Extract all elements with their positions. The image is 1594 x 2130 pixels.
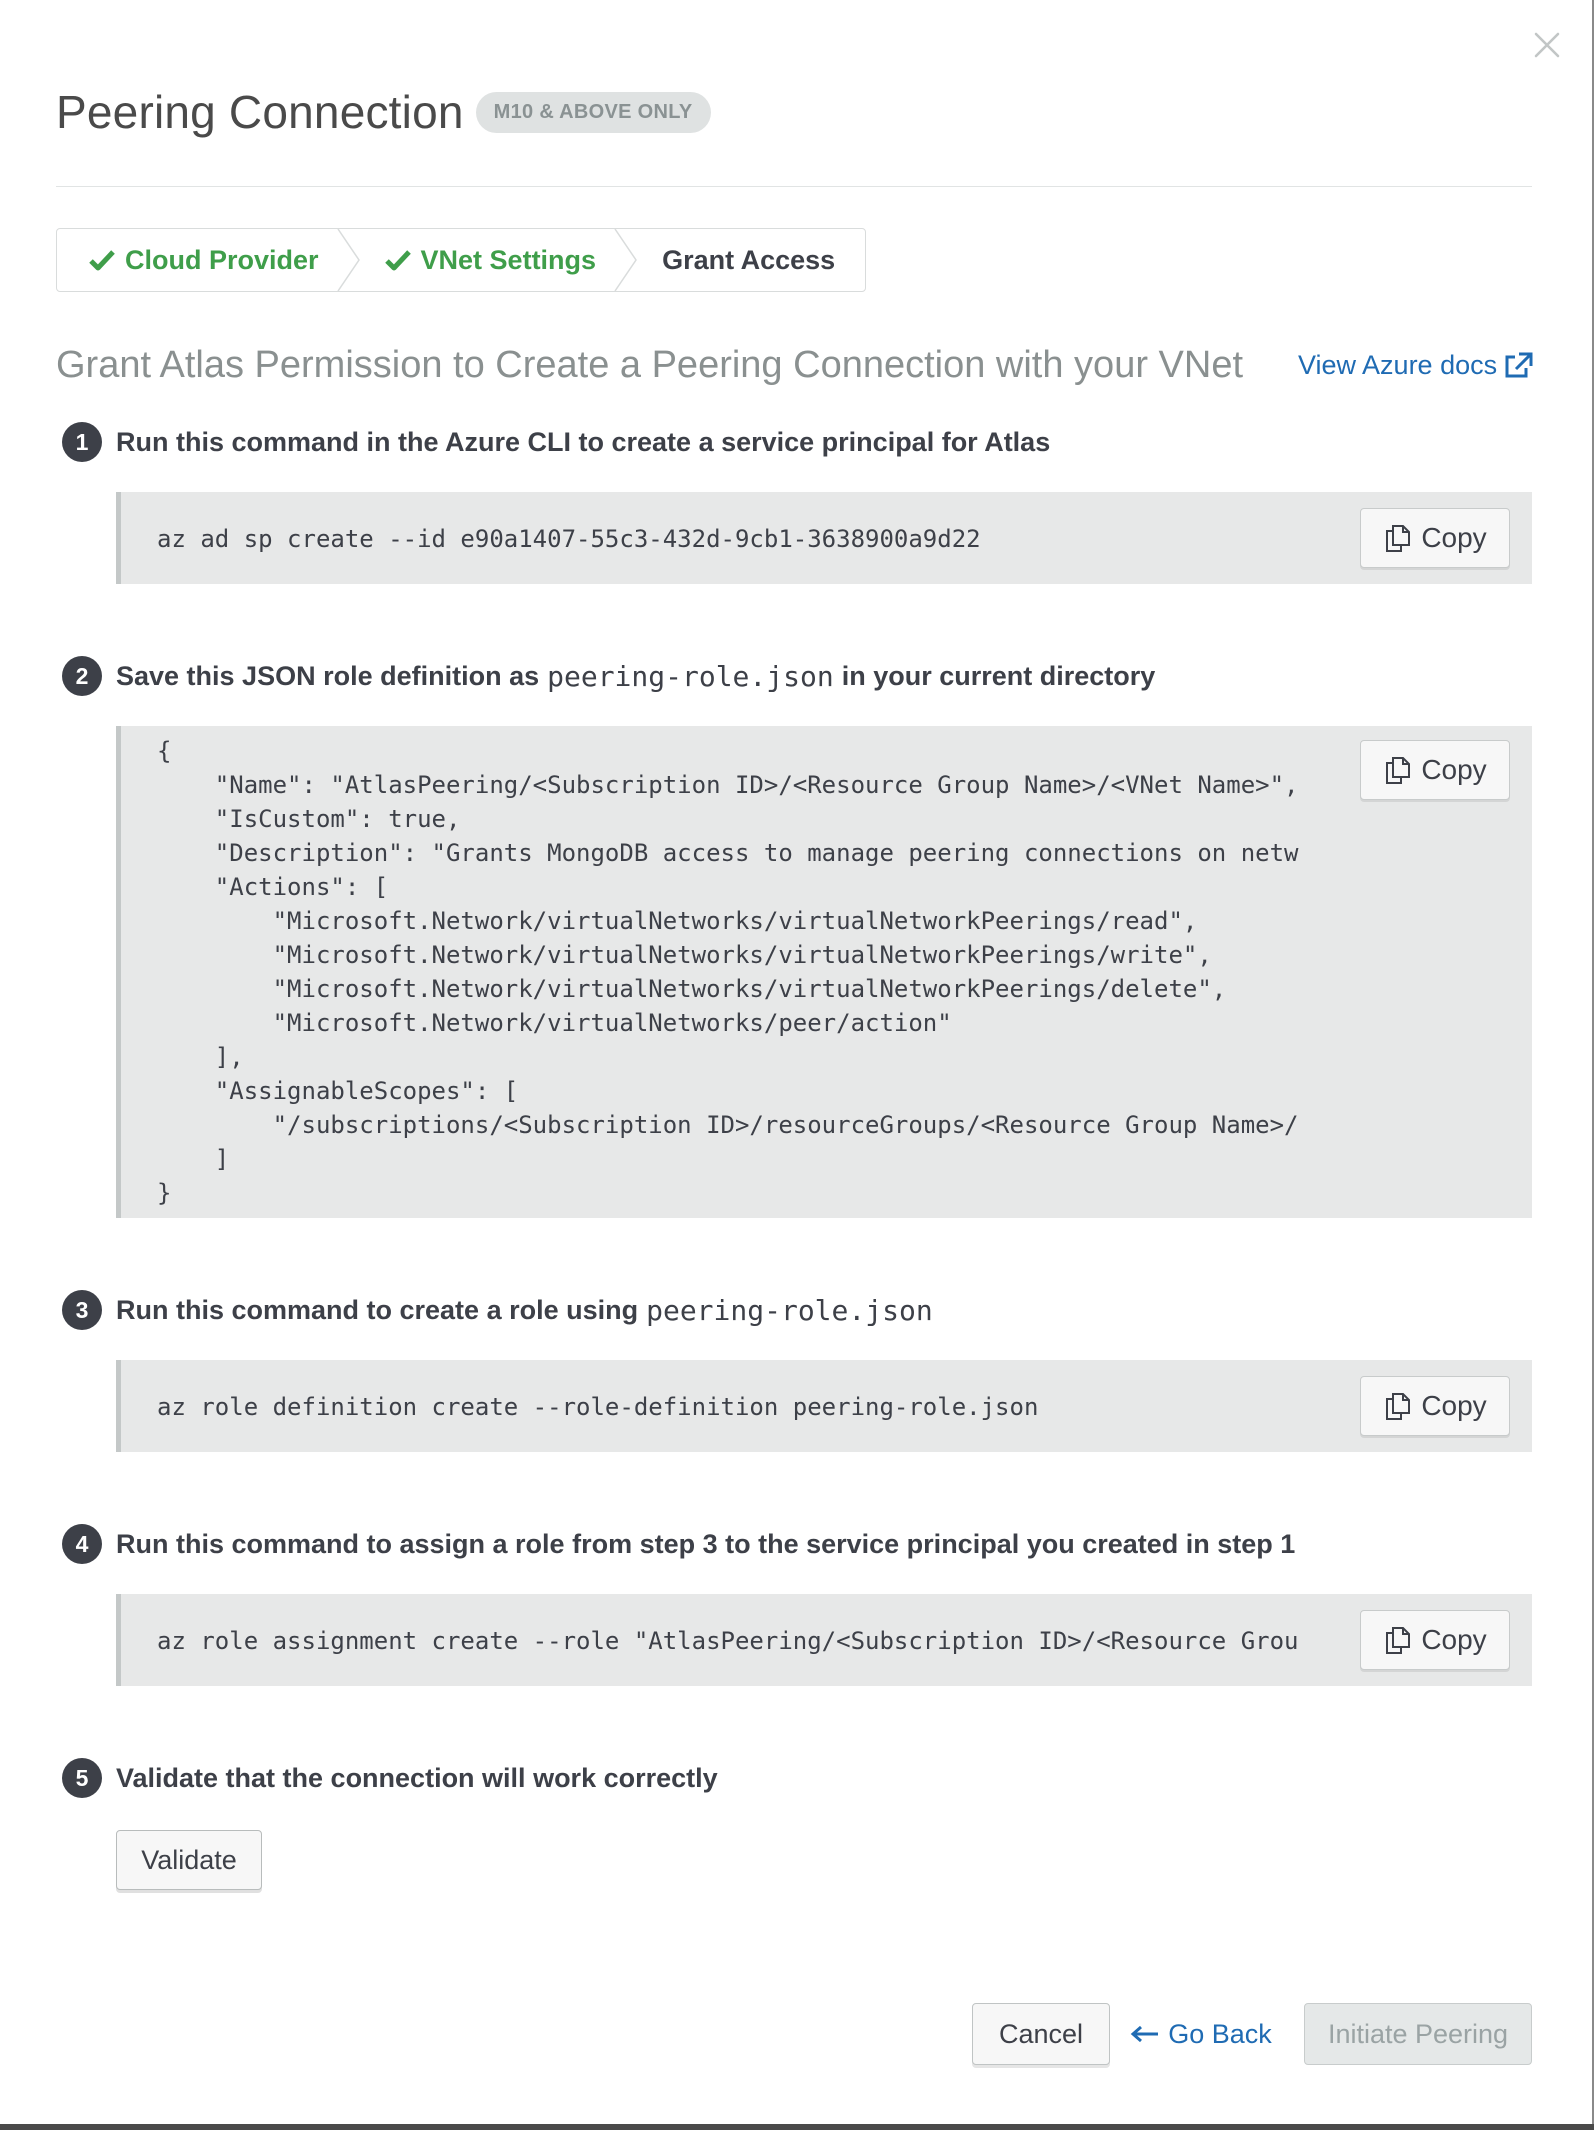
code-line: "Microsoft.Network/virtualNetworks/virtualNetworkPeerings/write", (157, 941, 1212, 969)
step-3-text-before: Run this command to create a role using (116, 1294, 639, 1325)
step-number: 2 (62, 656, 102, 696)
step-1-copy-button[interactable] (1360, 508, 1510, 568)
wizard-step-vnet-settings[interactable] (349, 229, 627, 291)
chevron-separator (614, 229, 638, 291)
azure-docs-label: View Azure docs (1298, 350, 1498, 380)
step-5-heading (62, 1758, 718, 1798)
copy-label: Copy (1421, 1390, 1487, 1421)
step-4-code-block (116, 1594, 1532, 1686)
code-line: "/subscriptions/<Subscription ID>/resourceGroups/<Resource Group Name>/ (157, 1111, 1299, 1139)
validate-button[interactable]: Validate (116, 1830, 262, 1890)
step-number: 4 (62, 1524, 102, 1564)
copy-icon (1383, 523, 1413, 553)
wizard-step-cloud-provider[interactable] (57, 229, 349, 291)
step-3-command: az role definition create --role-definition peering-role.json (157, 1393, 1039, 1421)
code-line: "AssignableScopes": [ (157, 1077, 519, 1105)
step-3-copy-button[interactable] (1360, 1376, 1510, 1436)
copy-icon (1383, 1391, 1413, 1421)
step-2-text-after: in your current directory (841, 660, 1156, 691)
section-title: Grant Atlas Permission to Create a Peering Connection with your VNet (56, 344, 1244, 386)
json-role-definition (157, 734, 1337, 1210)
code-line: "Microsoft.Network/virtualNetworks/virtualNetworkPeerings/delete", (157, 975, 1227, 1003)
step-2-heading (62, 656, 1155, 696)
step-1-heading (62, 422, 1050, 462)
check-icon (89, 249, 115, 271)
step-3-heading (62, 1290, 941, 1330)
wizard-step-label: Grant Access (662, 244, 836, 275)
step-3-code-block (116, 1360, 1532, 1452)
cancel-button[interactable]: Cancel (972, 2003, 1110, 2065)
step-number: 1 (62, 422, 102, 462)
step-5-text: Validate that the connection will work correctly (116, 1762, 718, 1793)
code-line: "Actions": [ (157, 873, 389, 901)
copy-label: Copy (1421, 1624, 1487, 1655)
arrow-left-icon (1130, 2024, 1160, 2044)
close-icon (1530, 28, 1564, 62)
step-4-text: Run this command to assign a role from step 3 to the service principal you created in step 1 (116, 1528, 1296, 1559)
check-icon (385, 249, 411, 271)
step-2-filename: peering-role.json (547, 659, 834, 693)
tier-badge: M10 & ABOVE ONLY (476, 92, 711, 133)
step-2-text-before: Save this JSON role definition as (116, 660, 540, 691)
code-line: ], (157, 1043, 244, 1071)
go-back-button[interactable] (1126, 2003, 1276, 2065)
code-line: "Name": "AtlasPeering/<Subscription ID>/<Resource Group Name>/<VNet Name>", (157, 771, 1299, 799)
step-number: 5 (62, 1758, 102, 1798)
initiate-peering-button[interactable]: Initiate Peering (1304, 2003, 1532, 2065)
step-2-code-block (116, 726, 1532, 1218)
modal-header (56, 82, 711, 142)
code-line: } (157, 1179, 172, 1207)
step-4-copy-button[interactable] (1360, 1610, 1510, 1670)
go-back-label: Go Back (1168, 2018, 1272, 2049)
step-4-command: az role assignment create --role "AtlasPeering/<Subscription ID>/<Resource Grou (157, 1627, 1299, 1655)
code-line: "Description": "Grants MongoDB access to manage peering connections on netw (157, 839, 1299, 867)
wizard-steps (56, 228, 866, 292)
close-button[interactable] (1530, 28, 1564, 62)
copy-label: Copy (1421, 754, 1487, 785)
code-line: "Microsoft.Network/virtualNetworks/virtualNetworkPeerings/read", (157, 907, 1198, 935)
step-number: 3 (62, 1290, 102, 1330)
header-divider (56, 186, 1532, 187)
copy-icon (1383, 755, 1413, 785)
view-azure-docs-link[interactable] (1298, 350, 1533, 381)
step-1-command: az ad sp create --id e90a1407-55c3-432d-9cb1-3638900a9d22 (157, 525, 981, 553)
wizard-step-label: Cloud Provider (125, 244, 319, 275)
step-1-code-block (116, 492, 1532, 584)
window-bottom-edge (0, 2124, 1594, 2130)
step-3-filename: peering-role.json (646, 1293, 933, 1327)
external-link-icon (1503, 352, 1533, 380)
copy-icon (1383, 1625, 1413, 1655)
step-4-heading (62, 1524, 1295, 1564)
step-1-text: Run this command in the Azure CLI to create a service principal for Atlas (116, 426, 1051, 457)
step-2-copy-button[interactable] (1360, 740, 1510, 800)
code-line: "Microsoft.Network/virtualNetworks/peer/action" (157, 1009, 952, 1037)
code-line: "IsCustom": true, (157, 805, 461, 833)
copy-label: Copy (1421, 522, 1487, 553)
code-line: { (157, 737, 172, 765)
modal-title: Peering Connection (56, 86, 464, 138)
wizard-step-grant-access[interactable] (626, 229, 865, 291)
code-line: ] (157, 1145, 230, 1173)
wizard-step-label: VNet Settings (420, 244, 597, 275)
chevron-separator (337, 229, 361, 291)
